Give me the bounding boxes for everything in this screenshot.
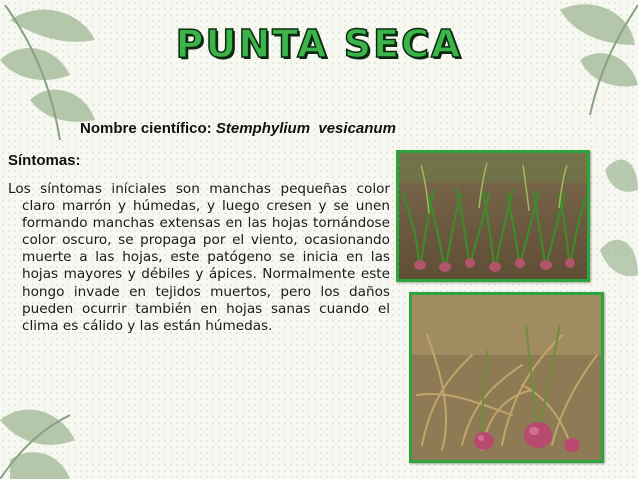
dried-onion-photo [409,292,604,463]
slide-title: PUNTA SECA [175,22,463,66]
onion-field-plants-icon [399,153,587,279]
symptoms-paragraph: Los síntomas iníciales son manchas pequeñas color claro marrón y húmedas, y luego cresen y se unen formando manchas extensas en las hojas tornándose color oscuro, se propaga por el viento, ocasionando muerte a las hojas, este patógeno se inicia en las hojas mayores y débiles y ápices. Normalmente este hongo invade en tejidos muertos, pero los daños pueden ocurrir también en hojas sanas cuando el clima es cálido y las están húmedas. [8,181,390,334]
dried-onion-plants-icon [412,295,601,460]
leaf-decoration-bottom-left [0,380,90,479]
symptoms-heading: Síntomas: [8,152,81,169]
scientific-name-label: Nombre científico: [80,120,212,137]
scientific-name: Stemphylium vesicanum [215,120,396,137]
scientific-name-line [80,120,396,137]
onion-field-photo [396,150,590,282]
